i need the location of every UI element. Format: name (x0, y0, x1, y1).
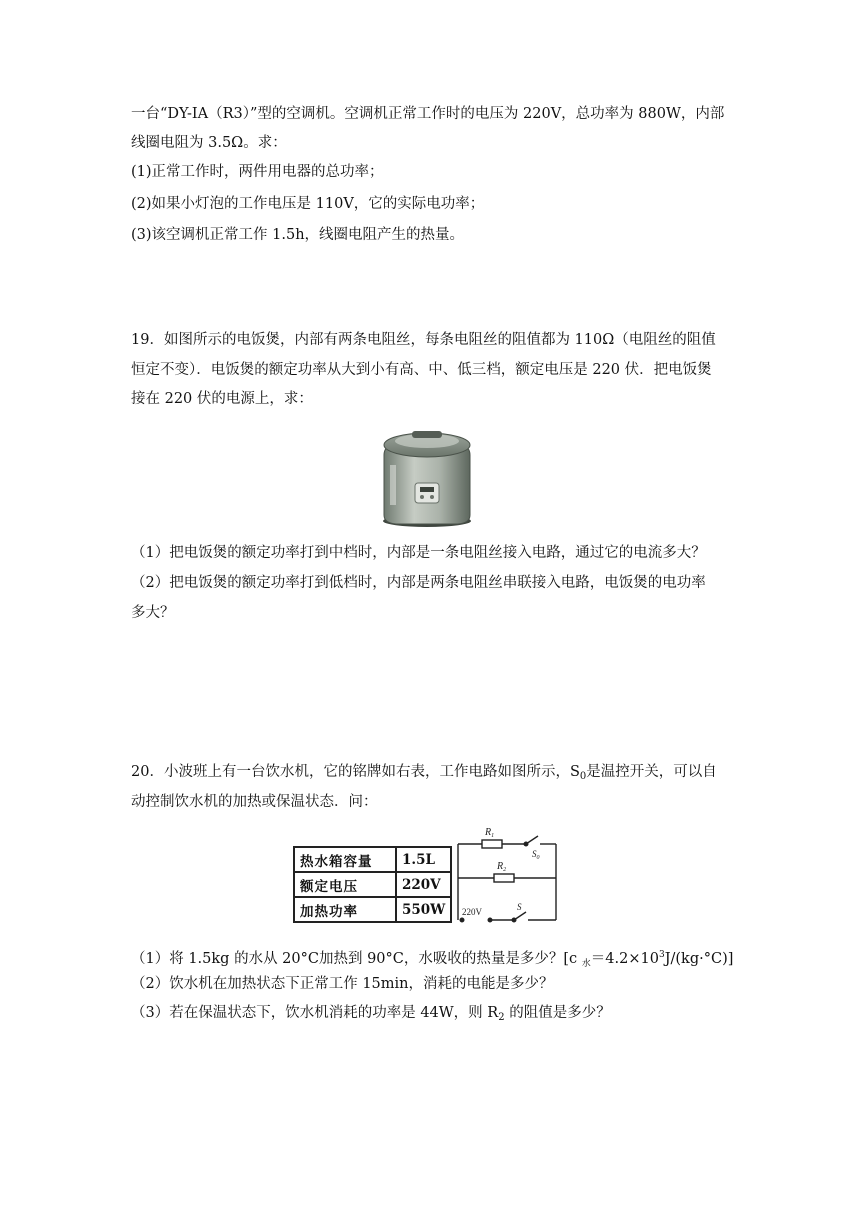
resistor-r2 (494, 874, 514, 882)
table-row (294, 872, 451, 897)
q3-text-b: 的阻值是多少？ (504, 1005, 611, 1021)
table-row (294, 897, 451, 922)
problem-19-question-2-line-2: 多大？ (131, 605, 175, 621)
s0-label: $S_0$ (532, 849, 540, 861)
switch-s-label: S (517, 902, 522, 912)
q1-text-a: （1）将 1.5kg 的水从 20°C加热到 90°C，水吸收的热量是多少？[c (131, 951, 582, 967)
nameplate-table (293, 846, 452, 923)
water-subscript: 水 (581, 959, 591, 969)
table-cell-value: 550W (396, 897, 451, 922)
problem-19-line-3: 接在 220 伏的电源上，求： (131, 391, 313, 407)
problem-20-line-1 (131, 762, 717, 787)
rice-cooker-image (378, 425, 476, 529)
problem-19-line-1: 19．如图所示的电饭煲，内部有两条电阻丝，每条电阻丝的阻值都为 110Ω（电阻丝的阻值 (131, 332, 716, 348)
q1-text-b: ＝4.2×10 (590, 951, 659, 967)
r2-label: $R_2$ (497, 861, 507, 873)
switch-s0-blade (526, 836, 538, 844)
source-terminal-left (460, 918, 464, 922)
r2-subscript: 2 (498, 1012, 505, 1023)
table-cell-label: 额定电压 (294, 872, 396, 897)
intro-question-3: (3)该空调机正常工作 1.5h，线圈电阻产生的热量。 (131, 227, 465, 243)
table-cell-label: 热水箱容量 (294, 847, 396, 872)
table-row (294, 847, 451, 872)
problem-19-question-1: （1）把电饭煲的额定功率打到中档时，内部是一条电阻丝接入电路，通过它的电流多大？ (131, 545, 706, 561)
intro-text-line-1: 一台“DY-IA（R3）”型的空调机。空调机正常工作时的电压为 220V，总功率为 880W，内部 (131, 106, 725, 122)
problem-20-question-3 (131, 1003, 611, 1028)
resistor-r1 (482, 840, 502, 848)
intro-text-line-2: 线圈电阻为 3.5Ω。求： (131, 135, 287, 151)
intro-question-2: (2)如果小灯泡的工作电压是 110V，它的实际电功率； (131, 196, 485, 212)
table-cell-value: 220V (396, 872, 451, 897)
problem-20-line-1-a: 20．小波班上有一台饮水机，它的铭牌如右表，工作电路如图所示，S (131, 764, 580, 780)
table-cell-value: 1.5L (396, 847, 451, 872)
problem-19-line-2: 恒定不变）．电饭煲的额定功率从大到小有高、中、低三档，额定电压是 220 伏．把电饭煲 (131, 362, 712, 378)
exponent-superscript: 3 (658, 950, 665, 960)
problem-20-line-2: 动控制饮水机的加热或保温状态．问： (131, 794, 378, 810)
problem-20-line-1-b: 是温控开关，可以自 (586, 764, 717, 780)
problem-20-question-1 (131, 945, 733, 974)
problem-19-question-2-line-1: （2）把电饭煲的额定功率打到低档时，内部是两条电阻丝串联接入电路，电饭煲的电功率 (131, 575, 706, 591)
table-cell-label: 加热功率 (294, 897, 396, 922)
circuit-diagram (452, 826, 560, 926)
r1-label: $R_1$ (485, 827, 495, 839)
problem-20-question-2: （2）饮水机在加热状态下正常工作 15min，消耗的电能是多少？ (131, 976, 554, 992)
switch-s-blade (514, 912, 526, 920)
q3-text-a: （3）若在保温状态下，饮水机消耗的功率是 44W，则 R (131, 1005, 499, 1021)
q1-text-c: J/(kg·°C)] (664, 951, 734, 967)
s0-subscript: 0 (579, 771, 587, 782)
intro-question-1: (1)正常工作时，两件用电器的总功率； (131, 164, 384, 180)
source-voltage-label: 220V (462, 907, 482, 917)
